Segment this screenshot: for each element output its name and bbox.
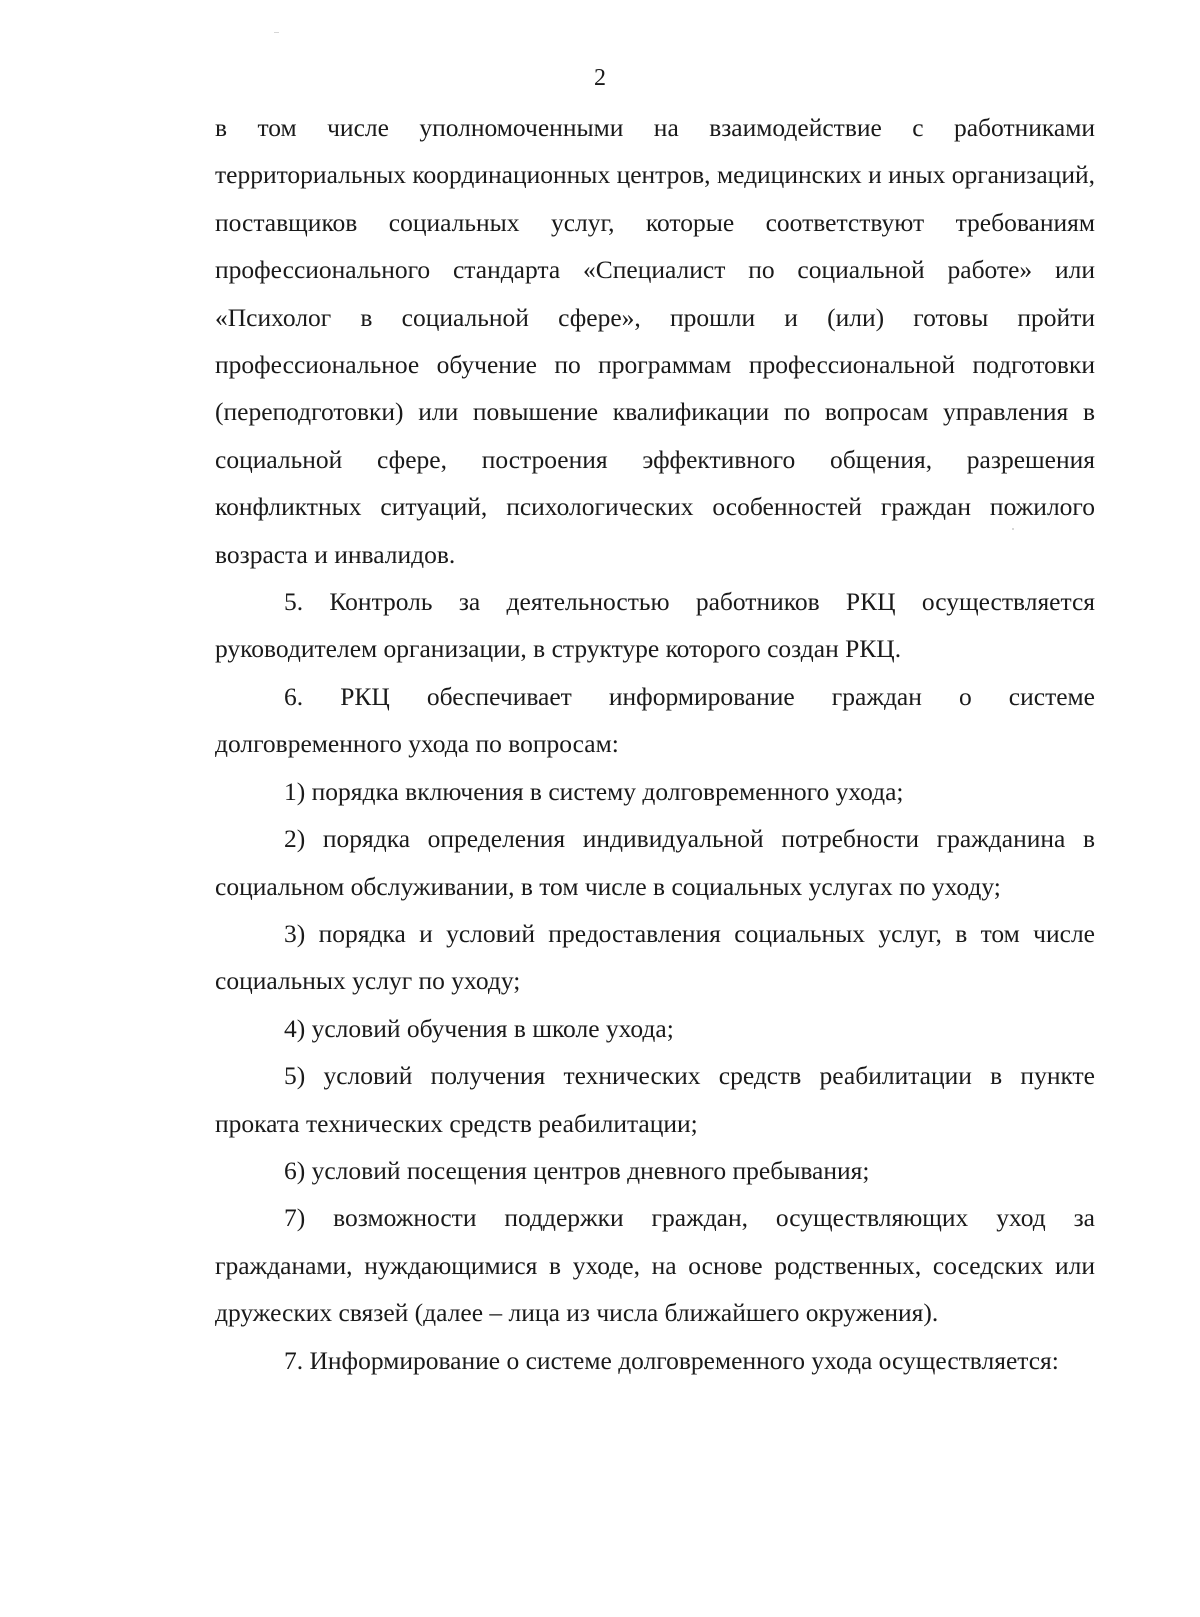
paragraph-clause-7: 7. Информирование о системе долговременного ухода осуществляется: [284,1345,1059,1375]
list-item-5: 5) условий получения технических средств реабилитации в пункте проката технических средств реабилитации; [215,1061,1095,1138]
paragraph-clause-6: 6. РКЦ обеспечивает информирование граждан о системе долговременного ухода по вопросам: [215,681,1095,759]
list-item-1: 1) порядка включения в систему долговременного ухода; [284,776,904,806]
list-item-2: 2) порядка определения индивидуальной потребности гражданина в социальном обслуживании, в том числе в социальных услугах по уходу; [215,824,1095,901]
list-item-6: 6) условий посещения центров дневного пребывания; [284,1155,870,1185]
paragraph-continuation: в том числе уполномоченными на взаимодействие с работниками территориальных координационных центров, медицинских и иных организаций, поставщиков социальных услуг, которые соответствуют требованиям профессионального стандарта «Специалист по социальной работе» или «Психолог в социальной сфере», прошли и (или) готовы пройти профессиональное обучение по программам профессиональной подготовки (переподготовки) или повышение квалификации по вопросам управления в социальной сфере, построения эффективного общения, разрешения конфликтных ситуаций, психологических особенностей граждан пожилого возраста и инвалидов. [215,113,1095,569]
list-item-3: 3) порядка и условий предоставления социальных услуг, в том числе социальных услуг по уходу; [215,918,1095,996]
list-item-7: 7) возможности поддержки граждан, осуществляющих уход за гражданами, нуждающимися в уходе, на основе родственных, соседских или дружеских связей (далее – лица из числа ближайшего окружения). [215,1203,1095,1328]
paragraph-clause-5: 5. Контроль за деятельностью работников РКЦ осуществляется руководителем организации, в структуре которого создан РКЦ. [215,587,1095,664]
page-number: 2 [594,65,606,91]
document-body [215,104,1095,1384]
scan-speck [274,32,279,33]
list-item-4: 4) условий обучения в школе ухода; [284,1013,674,1043]
